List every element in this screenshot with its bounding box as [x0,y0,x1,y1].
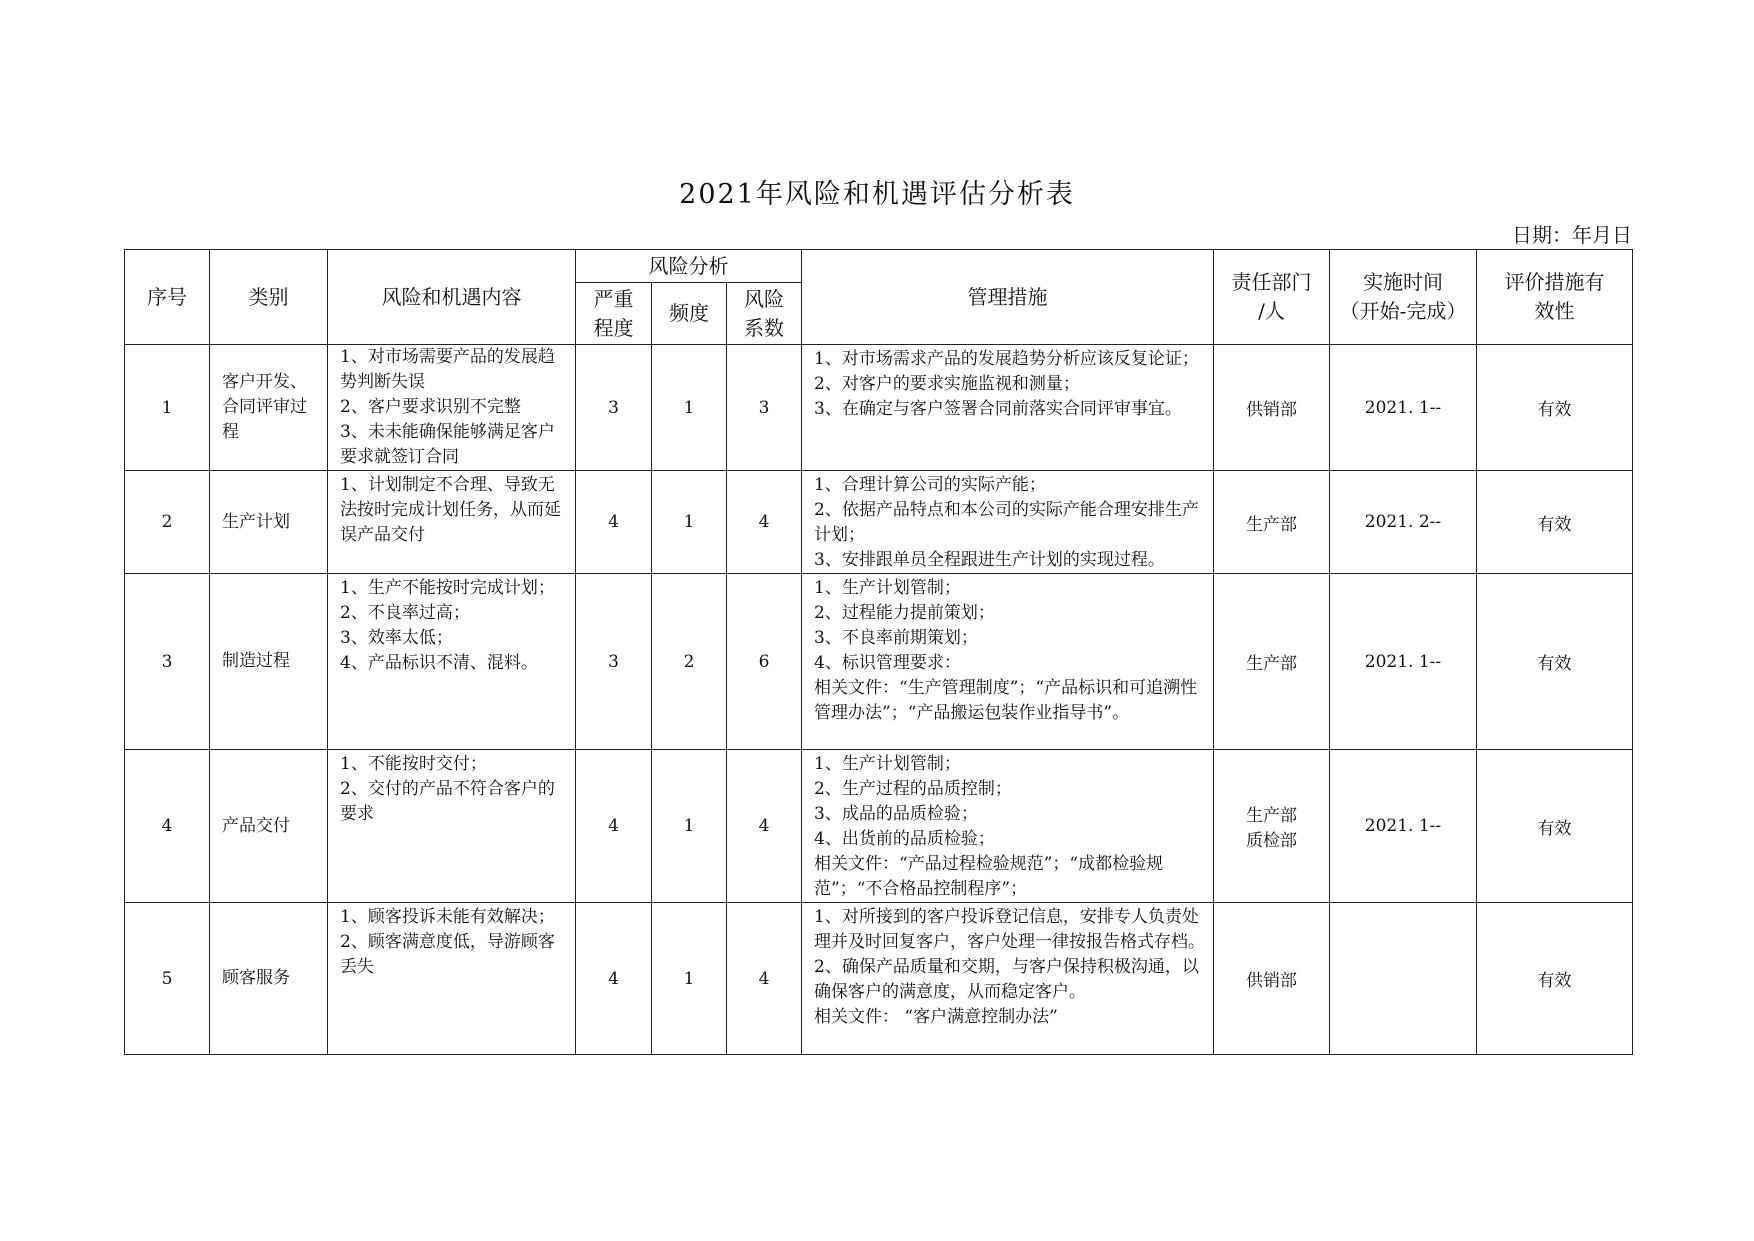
row-severity: 3 [576,345,652,471]
row-measures-line: 1、对市场需求产品的发展趋势分析应该反复论证； [814,349,1199,369]
row-measures-line: 2、过程能力提前策划； [814,603,995,623]
row-measures-line: 3、在确定与客户签署合同前落实合同评审事宜。 [814,399,1182,419]
header-severity: 严重 程度 [576,283,652,345]
row-dept [1214,750,1330,903]
header-content: 风险和机遇内容 [328,250,576,345]
header-time: 实施时间 （开始-完成） [1330,250,1477,345]
row-severity: 4 [576,903,652,1055]
row-measures-line: 4、标识管理要求： [814,653,961,673]
header-evaluation: 评价措施有 效性 [1477,250,1633,345]
table-row [125,903,1633,1055]
row-measures-line: 3、不良率前期策划； [814,628,978,648]
row-measures-line: 相关文件：“产品过程检验规范”；“成都检验规范”；“不合格品控制程序”； [814,854,1164,899]
row-content [328,750,576,903]
row-dept-line: 供销部 [1246,971,1297,991]
row-measures-line: 2、确保产品质量和交期，与客户保持积极沟通，以确保客户的满意度，从而稳定客户。 [814,957,1199,1002]
date-label: 日期：年月日 [1512,223,1632,247]
document-title: 2021年风险和机遇评估分析表 [679,179,1075,210]
row-coefficient: 4 [727,471,802,574]
row-coefficient: 3 [727,345,802,471]
row-severity: 4 [576,750,652,903]
row-evaluation: 有效 [1477,903,1633,1055]
row-coefficient: 4 [727,903,802,1055]
row-number: 1 [125,345,210,471]
row-frequency: 1 [652,750,727,903]
header-dept: 责任部门 /人 [1214,250,1330,345]
row-measures-line: 3、成品的品质检验； [814,804,978,824]
row-dept-line: 生产部 [1246,806,1297,826]
row-category: 客户开发、合同评审过程 [210,345,328,471]
row-measures-line: 3、安排跟单员全程跟进生产计划的实现过程。 [814,550,1165,570]
row-coefficient: 4 [727,750,802,903]
row-measures-line: 1、对所接到的客户投诉登记信息，安排专人负责处理并及时回复客户，客户处理一律按报告格式存档。 [814,907,1205,952]
row-measures-line: 2、生产过程的品质控制； [814,779,1012,799]
table-row [125,471,1633,574]
row-time: 2021. 2-- [1330,471,1477,574]
row-measures-line: 1、生产计划管制； [814,578,961,598]
row-measures-line: 相关文件：“生产管理制度”；“产品标识和可追溯性管理办法”；“产品搬运包装作业指导书”。 [814,678,1198,723]
row-measures-line: 1、生产计划管制； [814,754,961,774]
row-time: 2021. 1-- [1330,345,1477,471]
row-content-line: 3、未未能确保能够满足客户要求就签订合同 [340,422,555,467]
row-frequency: 1 [652,471,727,574]
row-content-line: 1、生产不能按时完成计划； [340,578,555,598]
table-row [125,750,1633,903]
row-content-line: 4、产品标识不清、混料。 [340,653,538,673]
row-evaluation: 有效 [1477,345,1633,471]
table-row [125,574,1633,750]
row-number: 2 [125,471,210,574]
row-time [1330,903,1477,1055]
row-category: 制造过程 [210,574,328,750]
row-content [328,903,576,1055]
row-number: 4 [125,750,210,903]
header-no: 序号 [125,250,210,345]
row-severity: 3 [576,574,652,750]
row-number: 3 [125,574,210,750]
row-content-line: 1、顾客投诉未能有效解决； [340,907,555,927]
row-measures-line: 相关文件： “客户满意控制办法” [814,1007,1058,1027]
row-frequency: 1 [652,903,727,1055]
row-category: 产品交付 [210,750,328,903]
row-dept-line: 供销部 [1246,400,1297,420]
row-dept-line: 质检部 [1246,831,1297,851]
row-coefficient: 6 [727,574,802,750]
header-coefficient: 风险 系数 [727,283,802,345]
row-content [328,345,576,471]
row-measures [802,345,1214,471]
row-measures [802,471,1214,574]
row-severity: 4 [576,471,652,574]
row-measures [802,574,1214,750]
row-number: 5 [125,903,210,1055]
row-measures [802,750,1214,903]
row-evaluation: 有效 [1477,750,1633,903]
row-dept [1214,471,1330,574]
row-content-line: 2、顾客满意度低，导游顾客丢失 [340,932,555,977]
row-evaluation: 有效 [1477,471,1633,574]
row-dept [1214,574,1330,750]
row-content [328,471,576,574]
row-measures [802,903,1214,1055]
row-dept-line: 生产部 [1246,514,1297,535]
row-dept [1214,345,1330,471]
row-evaluation: 有效 [1477,574,1633,750]
row-content-line: 2、客户要求识别不完整 [340,397,521,417]
row-time: 2021. 1-- [1330,574,1477,750]
header-measures: 管理措施 [802,250,1214,345]
header-risk-analysis: 风险分析 [576,250,802,283]
row-content-line: 1、不能按时交付； [340,754,487,774]
row-category: 顾客服务 [210,903,328,1055]
row-content-line: 1、计划制定不合理、导致无法按时完成计划任务，从而延误产品交付 [340,475,561,545]
row-measures-line: 2、依据产品特点和本公司的实际产能合理安排生产计划； [814,500,1199,545]
header-category: 类别 [210,250,328,345]
table-body [125,345,1633,1055]
risk-table [124,249,1633,1055]
row-frequency: 2 [652,574,727,750]
row-measures-line: 1、合理计算公司的实际产能； [814,475,1046,495]
row-measures-line: 4、出货前的品质检验； [814,829,995,849]
row-dept [1214,903,1330,1055]
row-measures-line: 2、对客户的要求实施监视和测量； [814,374,1080,394]
row-content-line: 2、不良率过高； [340,603,470,623]
row-content [328,574,576,750]
row-time: 2021. 1-- [1330,750,1477,903]
table-row [125,345,1633,471]
row-dept-line: 生产部 [1246,654,1297,674]
row-frequency: 1 [652,345,727,471]
row-category: 生产计划 [210,471,328,574]
row-content-line: 3、效率太低； [340,628,453,648]
row-content-line: 1、对市场需要产品的发展趋势判断失误 [340,347,555,392]
row-content-line: 2、交付的产品不符合客户的要求 [340,779,555,824]
header-frequency: 频度 [652,283,727,345]
